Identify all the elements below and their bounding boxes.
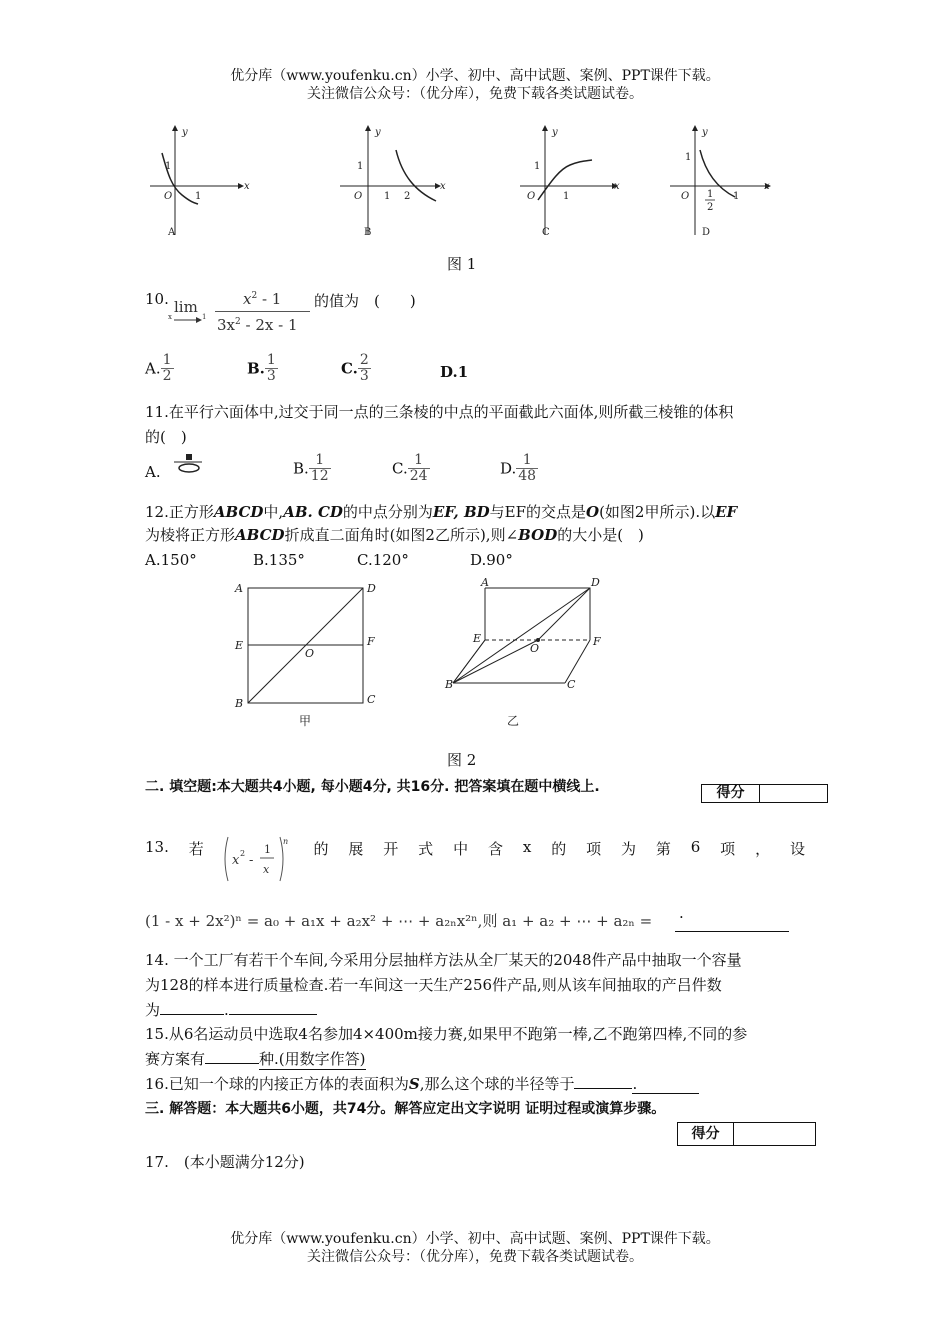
q10-numerator [243, 290, 281, 308]
q13-w15: ， [755, 840, 771, 858]
fig2-yi-e: E [473, 632, 482, 645]
q13-eq: = a₀ + a₁x + a₂x² + ⋯ + a₂ₙx²ⁿ [246, 912, 478, 930]
header-line-2: 关注微信公众号：（优分库），免费下载各类试题试卷。 [307, 86, 643, 102]
q10-den-rest: - 2x - 1 [240, 316, 298, 334]
q13-then: ,则 [477, 912, 498, 930]
q14-line-1: 14. 一个工厂有若干个车间,今采用分层抽样方法从全厂某天的2048件产品中抽取一个容量 [145, 951, 742, 969]
q13-sum: a₁ + a₂ + ⋯ + a₂ₙ = [502, 912, 653, 930]
q11-option-b [293, 453, 331, 484]
fig1-c-origin: O [527, 191, 536, 202]
q13-w4: 开 [383, 840, 399, 858]
q12-l2-c: 折成直二面角时(如图2乙所示),则 [284, 526, 506, 544]
q10-c-den: 3 [359, 368, 369, 384]
q11-option-c-label: C. [392, 459, 408, 478]
q10-den-3x: 3x [217, 316, 236, 334]
q13-w5: 式 [418, 840, 434, 858]
fig1-a-label: A [168, 227, 176, 238]
section-3-title: 三. 解答题：本大题共6小题，共74分。解答应定出文字说明 证明过程或演算步骤。 [145, 1101, 666, 1117]
fig1-d-half-num: 1 [707, 189, 714, 200]
q10-option-a-label: A. [145, 359, 161, 378]
q15-line-1: 15.从6名运动员中选取4名参加4×400m接力赛,如果甲不跑第一棒,乙不跑第四棒,不同的参 [145, 1025, 748, 1043]
q11-option-d-label: D. [500, 459, 517, 478]
section-3-score-box [677, 1122, 816, 1146]
figure-2-diagrams [225, 575, 625, 735]
fig1-d-y: y [702, 127, 708, 138]
q13-w1: 若 [188, 840, 204, 858]
q10-option-c-label: C. [341, 359, 358, 378]
q13-w7: 含 [487, 840, 503, 858]
q12-line-1 [145, 501, 737, 522]
fig1-a-x: x [244, 181, 250, 192]
fig2-jia-o: O [305, 647, 315, 660]
q14-line-3 [145, 999, 317, 1020]
q13-w6: 中 [453, 840, 469, 858]
fig2-yi-d: D [591, 576, 600, 589]
q10-num-x: x [243, 290, 252, 308]
q14-line-2: 为128的样本进行质量检查.若一车间这一天生产256件产品,则从该车间抽取的产吕件数 [145, 976, 722, 994]
fig1-d-label: D [702, 227, 711, 238]
fig1-a-origin: O [164, 191, 173, 202]
q10-lim: lim [174, 298, 198, 316]
fig1-d-one-x: 1 [733, 191, 740, 202]
q10-number: 10. [145, 290, 169, 308]
fig1-d-origin: O [681, 191, 690, 202]
q15-answer-blank[interactable] [205, 1063, 259, 1064]
fig1-d-one-y: 1 [685, 152, 692, 163]
q12-l2-d: BOD [518, 526, 558, 544]
q15-line-2-b: 种.(用数字作答) [259, 1050, 366, 1068]
q13-period: . [679, 904, 684, 922]
q11-b-den: 12 [310, 468, 329, 484]
fig2-jia-e: E [235, 639, 244, 652]
q10-option-b-label: B. [247, 359, 265, 378]
q16-text-b: ,那么这个球的半径等于 [419, 1075, 575, 1093]
fig2-yi-c: C [567, 678, 576, 691]
q10-option-b [247, 353, 278, 384]
q10-option-d: D.1 [440, 363, 469, 381]
svg-text:x: x [232, 853, 240, 868]
q12-l2-e: 的大小是( ) [557, 526, 644, 544]
fig1-a-one-x: 1 [195, 191, 202, 202]
svg-text:2: 2 [240, 849, 246, 858]
q13-binomial-formula-icon [220, 835, 290, 883]
fig1-c-one-x: 1 [563, 191, 570, 202]
fig1-b-x: x [440, 181, 446, 192]
q12-option-d: D.90° [470, 551, 513, 569]
q15-line-2 [145, 1048, 366, 1070]
q12-l1-a: 12.正方形 [145, 503, 214, 521]
q12-l2-angle: ∠ [505, 526, 519, 544]
q13-w2: 的 [313, 840, 329, 858]
q12-l1-d: AB. CD [283, 503, 343, 521]
section-2-score-label: 得分 [702, 785, 760, 802]
fig1-c-label: C [542, 227, 550, 238]
q10-b-den: 3 [266, 368, 276, 384]
q10-b-num: 1 [266, 352, 276, 368]
q16-answer-blank[interactable] [574, 1088, 632, 1089]
q13-w0: 13. [145, 838, 169, 856]
fig1-c-y: y [552, 127, 558, 138]
q11-option-d [500, 453, 538, 484]
q11-option-a-formula-icon [172, 452, 208, 474]
q13-answer-line[interactable] [675, 931, 789, 932]
fig1-c-one-y: 1 [534, 161, 541, 172]
q13-w16: 设 [789, 840, 805, 858]
fig1-b-y: y [375, 127, 381, 138]
q12-l1-c: 中, [263, 503, 284, 521]
q10-lim-sub-1: 1 [202, 313, 207, 321]
footer-line-1: 优分库（www.youfenku.cn）小学、初中、高中试题、案例、PPT课件下载。 [230, 1231, 720, 1247]
figure-1-caption: 图 1 [447, 255, 477, 273]
q10-fraction-bar [215, 311, 310, 312]
q16-line [145, 1073, 699, 1094]
svg-text:-: - [249, 853, 254, 868]
fig1-b-origin: O [354, 191, 363, 202]
fig1-d-half-den: 2 [707, 202, 714, 213]
figure-1-graphs [140, 125, 780, 240]
q13-line-2 [145, 910, 652, 931]
section-2-title: 二. 填空题:本大题共4小题, 每小题4分, 共16分. 把答案填在题中横线上. [145, 779, 600, 795]
q12-line-2 [145, 524, 644, 545]
fig2-yi-o: O [530, 642, 540, 655]
fig1-b-one-y: 1 [357, 161, 364, 172]
fig2-label-yi: 乙 [507, 714, 520, 728]
q11-c-den: 24 [409, 468, 428, 484]
section-3-score-label: 得分 [678, 1123, 734, 1145]
q13-w9: 的 [551, 840, 567, 858]
q11-c-num: 1 [414, 452, 424, 468]
fig2-jia-f: F [367, 635, 375, 648]
q10-option-c [341, 353, 371, 384]
q14-line-3-end: . [224, 1001, 229, 1019]
q11-option-a-label: A. [145, 463, 161, 481]
q10-num-rest: - 1 [257, 290, 282, 308]
q12-l1-h: O [586, 503, 600, 521]
q10-den-exp: 2 [235, 317, 241, 327]
q13-w11: 为 [620, 840, 636, 858]
q10-denominator [217, 316, 298, 334]
fig1-b-label: B [364, 227, 372, 238]
q13-w8: x [522, 838, 532, 856]
q12-l1-j: EF [715, 503, 738, 521]
q14-line-3-text: 为 [145, 1001, 161, 1019]
q10-lim-sub-x: x [168, 313, 172, 321]
q12-l1-f: EF, BD [432, 503, 490, 521]
q12-option-a: A.150° [145, 551, 197, 569]
q13-lhs: (1 - x + 2x²)ⁿ [145, 912, 242, 930]
q11-option-b-label: B. [293, 459, 309, 478]
q12-l1-g: 与EF的交点是 [489, 503, 586, 521]
q11-d-den: 48 [518, 468, 537, 484]
q12-l2-b: ABCD [235, 526, 285, 544]
svg-text:n: n [283, 837, 289, 846]
fig1-c-x: x [614, 181, 620, 192]
q10-tail: 的值为 ( ) [314, 292, 416, 310]
q10-a-num: 1 [162, 352, 172, 368]
q17-title: 17. (本小题满分12分) [145, 1153, 305, 1171]
fig1-b-two-x: 2 [404, 191, 411, 202]
q11-line-1: 11.在平行六面体中,过交于同一点的三条棱的中点的平面截此六面体,则所截三棱锥的体积 [145, 403, 734, 421]
q10-a-den: 2 [162, 368, 172, 384]
fig2-jia-c: C [367, 693, 376, 706]
fig1-a-one-y: 1 [165, 161, 172, 172]
fig1-d-x: x [764, 181, 770, 192]
fig2-label-jia: 甲 [299, 714, 312, 728]
q12-option-c: C.120° [357, 551, 409, 569]
q10-c-num: 2 [359, 352, 369, 368]
fig2-yi-f: F [593, 635, 601, 648]
figure-2-caption: 图 2 [447, 751, 477, 769]
svg-text:1: 1 [264, 843, 271, 856]
fig1-b-one-x: 1 [384, 191, 391, 202]
fig2-jia-a: A [235, 582, 243, 595]
q16-text-a: 16.已知一个球的内接正方体的表面积为 [145, 1075, 409, 1093]
q12-l1-i: (如图2甲所示).以 [599, 503, 716, 521]
q13-w14: 项 [720, 840, 736, 858]
fig2-jia-d: D [367, 582, 376, 595]
q13-w10: 项 [586, 840, 602, 858]
q10-num-exp: 2 [251, 291, 258, 301]
q11-line-2: 的( ) [145, 428, 187, 446]
q12-l1-b: ABCD [213, 503, 264, 521]
q13-w12: 第 [655, 840, 671, 858]
fig1-a-y: y [182, 127, 188, 138]
q14-answer-blank[interactable] [160, 1014, 224, 1015]
fig2-yi-b: B [445, 678, 454, 691]
svg-text:x: x [263, 863, 270, 876]
q11-b-num: 1 [315, 452, 325, 468]
fig2-yi-a: A [481, 576, 489, 589]
q10-option-a [145, 353, 174, 384]
header-line-1: 优分库（www.youfenku.cn）小学、初中、高中试题、案例、PPT课件下载。 [230, 68, 720, 84]
fig2-jia-b: B [235, 697, 244, 710]
q12-l2-a: 为棱将正方形 [145, 526, 236, 544]
q15-line-2-a: 赛方案有 [145, 1050, 206, 1068]
q12-option-b: B.135° [253, 551, 305, 569]
q10-arrow-icon [174, 316, 202, 324]
q13-w13: 6 [690, 838, 701, 856]
q12-l1-e: 的中点分别为 [342, 503, 433, 521]
footer-line-2: 关注微信公众号：（优分库），免费下载各类试题试卷。 [307, 1249, 643, 1265]
q11-d-num: 1 [522, 452, 532, 468]
q13-w3: 展 [348, 840, 364, 858]
section-2-score-box [701, 784, 828, 803]
q16-text-s: S [408, 1075, 420, 1093]
q14-answer-blank-tail [229, 1014, 317, 1015]
q16-end: . [632, 1075, 699, 1094]
q11-option-c [392, 453, 430, 484]
